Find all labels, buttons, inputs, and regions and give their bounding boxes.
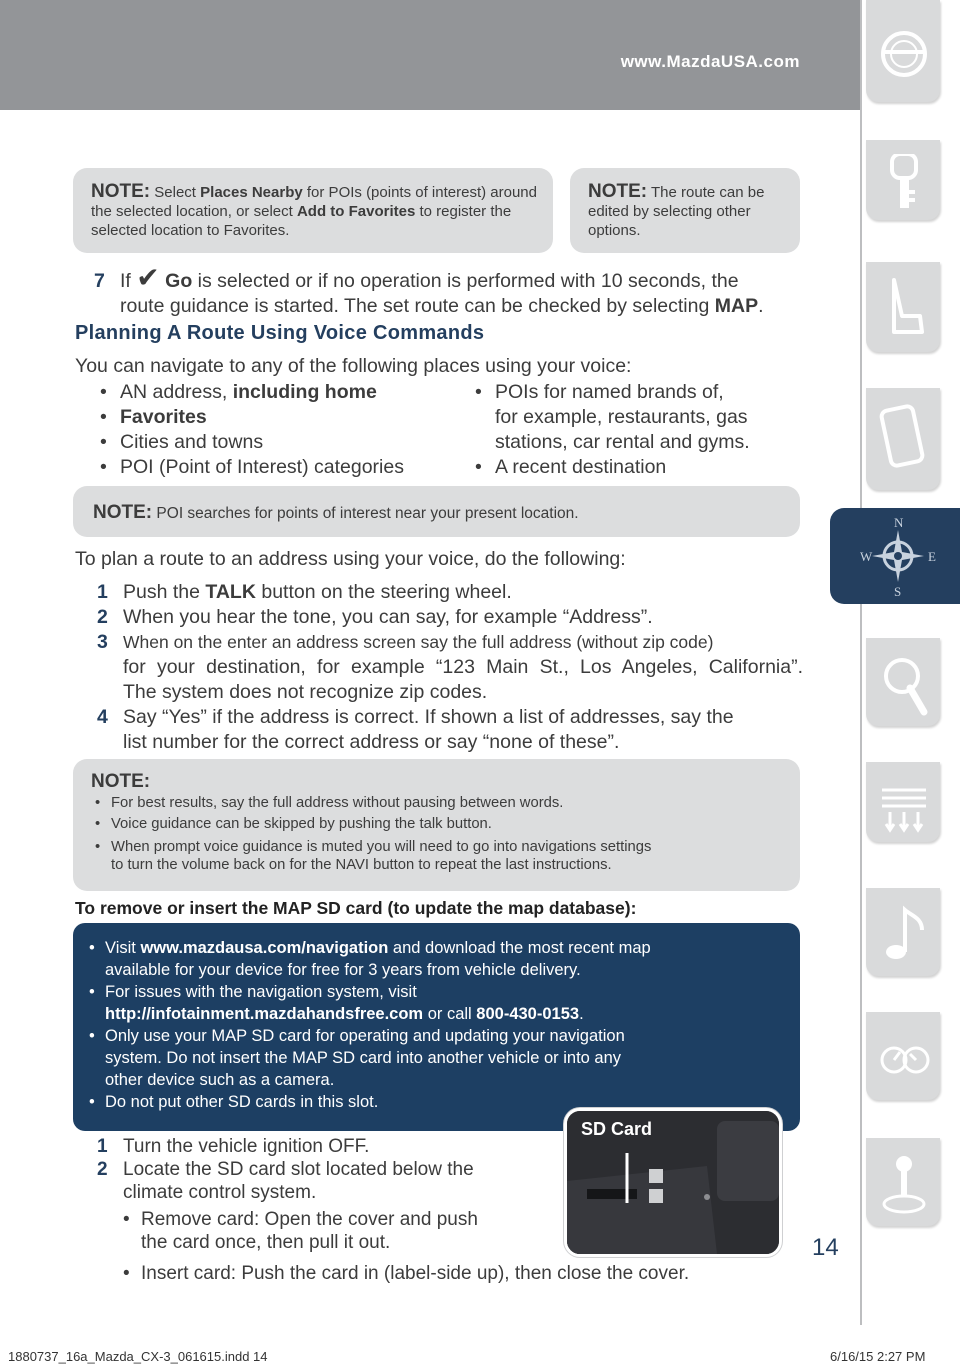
bullet: • bbox=[95, 816, 101, 832]
compass-s-label: S bbox=[894, 584, 902, 599]
info-text: or call bbox=[423, 1005, 477, 1023]
step-1 bbox=[97, 580, 807, 605]
period: . bbox=[758, 295, 764, 317]
note-poi-search bbox=[73, 486, 800, 537]
gauges-icon bbox=[878, 1026, 930, 1092]
list-item-text: AN address, bbox=[120, 381, 233, 403]
tab-gauges[interactable] bbox=[866, 1012, 940, 1100]
voice-steps-list bbox=[97, 580, 807, 755]
step-text: When you hear the tone, you can say, for example “Address”. bbox=[123, 606, 653, 628]
list-item bbox=[100, 405, 450, 430]
magnifier-icon bbox=[878, 652, 930, 718]
bullet: • bbox=[100, 456, 107, 478]
note-item-text: Voice guidance can be skipped by pushing the talk button. bbox=[111, 816, 492, 832]
list-item bbox=[475, 455, 805, 480]
step-text: Turn the vehicle ignition OFF. bbox=[123, 1136, 370, 1157]
step-1 bbox=[97, 1135, 557, 1158]
checkmark-icon: ✔ bbox=[136, 262, 160, 293]
step-2 bbox=[97, 605, 807, 630]
tab-magnifier[interactable] bbox=[866, 638, 940, 726]
print-footer-left: 1880737_16a_Mazda_CX-3_061615.indd 14 bbox=[8, 1349, 268, 1364]
voice-places-list-right bbox=[475, 380, 805, 480]
navigation-url-link[interactable]: www.mazdausa.com/navigation bbox=[140, 939, 389, 957]
sd-info-box bbox=[73, 923, 800, 1131]
sd-steps-list bbox=[97, 1135, 557, 1254]
note-text: for POIs (points of interest) around the selected location, or select bbox=[91, 184, 537, 220]
places-nearby-term: Places Nearby bbox=[200, 184, 303, 201]
note-text: POI searches for points of interest near your present location. bbox=[156, 505, 579, 522]
step-text: Push the bbox=[123, 581, 206, 603]
step-text: route guidance is started. The set route can be checked by selecting bbox=[120, 295, 715, 317]
info-text: Do not put other SD cards in this slot. bbox=[105, 1093, 379, 1111]
bullet: • bbox=[475, 381, 482, 403]
sd-card-label: SD Card bbox=[581, 1119, 653, 1139]
vertical-rule bbox=[860, 0, 862, 1325]
sub-item bbox=[97, 1208, 557, 1231]
note-text: to register the selected location to Favorites. bbox=[91, 203, 512, 239]
note-text: The route can be edited by selecting other options. bbox=[588, 184, 765, 239]
note-voice-tips bbox=[73, 759, 800, 891]
tab-steering-wheel[interactable] bbox=[866, 0, 940, 102]
sub-item-text: Insert card: Push the card in (label-side up), then close the cover. bbox=[141, 1263, 690, 1284]
step-text: climate control system. bbox=[123, 1182, 317, 1203]
step-text: Say “Yes” if the address is correct. If shown a list of addresses, say the bbox=[123, 706, 734, 728]
print-footer-right: 6/16/15 2:27 PM bbox=[830, 1349, 926, 1364]
compass-w-label: W bbox=[860, 549, 873, 564]
note-label: NOTE: bbox=[93, 502, 153, 523]
talk-term: TALK bbox=[205, 581, 256, 603]
period: . bbox=[579, 1005, 584, 1023]
note-item bbox=[95, 838, 785, 856]
bullet: • bbox=[123, 1263, 130, 1284]
step-text: If bbox=[120, 270, 137, 292]
info-text: Visit bbox=[105, 939, 141, 957]
bullet: • bbox=[100, 431, 107, 453]
step-4 bbox=[97, 705, 807, 730]
step-text: list number for the correct address or say “none of these”. bbox=[123, 731, 620, 753]
step-number: 2 bbox=[97, 1159, 108, 1180]
compass-navigation-icon bbox=[830, 508, 960, 604]
map-term: MAP bbox=[714, 295, 759, 317]
bullet: • bbox=[475, 456, 482, 478]
list-item bbox=[475, 380, 805, 405]
list-item bbox=[100, 380, 450, 405]
phone-number[interactable]: 800-430-0153 bbox=[476, 1005, 580, 1023]
step-number: 7 bbox=[94, 270, 105, 292]
step-number: 3 bbox=[97, 631, 108, 653]
info-text: Only use your MAP SD card for operating and updating your navigation bbox=[105, 1027, 625, 1045]
list-item-bold: including home bbox=[232, 381, 377, 403]
compass-n-label: N bbox=[894, 515, 904, 530]
bullet: • bbox=[89, 983, 95, 1001]
climate-icon bbox=[878, 776, 930, 842]
bullet: • bbox=[95, 795, 101, 811]
tab-phone[interactable] bbox=[866, 388, 940, 490]
sub-item-text: the card once, then pull it out. bbox=[141, 1232, 391, 1253]
bullet: • bbox=[89, 1093, 95, 1111]
list-item bbox=[100, 430, 450, 455]
info-text: other device such as a camera. bbox=[105, 1071, 335, 1089]
section-intro: You can navigate to any of the following places using your voice: bbox=[75, 355, 632, 377]
note-label: NOTE: bbox=[91, 181, 151, 202]
sd-card-photo bbox=[564, 1108, 782, 1257]
gear-shift-icon bbox=[878, 1152, 930, 1218]
bullet: • bbox=[89, 1027, 95, 1045]
add-to-favorites-term: Add to Favorites bbox=[296, 203, 416, 220]
music-note-icon bbox=[878, 902, 930, 968]
bullet: • bbox=[123, 1209, 130, 1230]
step-text: Locate the SD card slot located below the bbox=[123, 1159, 474, 1180]
step-7 bbox=[94, 262, 804, 319]
info-text: For issues with the navigation system, visit bbox=[105, 983, 417, 1001]
info-text: and download the most recent map bbox=[388, 939, 651, 957]
step-number: 1 bbox=[97, 1136, 108, 1157]
step-text: When on the enter an address screen say the full address (without zip code) bbox=[123, 632, 714, 652]
note-item-text: to turn the volume back on for the NAVI button to repeat the last instructions. bbox=[111, 857, 612, 873]
tab-gear-shift[interactable] bbox=[866, 1138, 940, 1226]
info-item bbox=[89, 1025, 789, 1047]
note-route-edit bbox=[570, 168, 800, 253]
tab-seat[interactable] bbox=[866, 262, 940, 352]
list-item-text: Cities and towns bbox=[120, 431, 264, 453]
compass-e-label: E bbox=[928, 549, 936, 564]
infotainment-url-link[interactable]: http://infotainment.mazdahandsfree.com bbox=[105, 1005, 424, 1023]
note-item-text: When prompt voice guidance is muted you will need to go into navigations settings bbox=[111, 839, 652, 855]
note-item-text: For best results, say the full address without pausing between words. bbox=[111, 795, 564, 811]
info-item bbox=[89, 937, 789, 959]
phone-icon bbox=[878, 402, 930, 468]
steering-wheel-icon bbox=[878, 14, 930, 80]
tab-climate[interactable] bbox=[866, 762, 940, 842]
note-text: Select bbox=[154, 184, 201, 201]
page-number: 14 bbox=[812, 1234, 839, 1261]
list-item-text: stations, car rental and gyms. bbox=[495, 431, 750, 453]
info-text: system. Do not insert the MAP SD card into another vehicle or into any bbox=[105, 1049, 622, 1067]
bullet: • bbox=[95, 839, 101, 855]
voice-places-list-left bbox=[100, 380, 450, 480]
list-item-text: A recent destination bbox=[495, 456, 667, 478]
step-3 bbox=[97, 630, 807, 655]
tab-navigation[interactable] bbox=[830, 508, 960, 604]
info-text: available for your device for free for 3 years from vehicle delivery. bbox=[105, 961, 581, 979]
note-item bbox=[95, 793, 785, 814]
step-number: 2 bbox=[97, 606, 108, 628]
step-2 bbox=[97, 1158, 557, 1181]
section-heading: Planning A Route Using Voice Commands bbox=[75, 322, 485, 344]
list-item-bold: Favorites bbox=[120, 406, 207, 428]
bullet: • bbox=[100, 406, 107, 428]
list-item-text: for example, restaurants, gas bbox=[495, 406, 748, 428]
note-label: NOTE: bbox=[588, 181, 648, 202]
bullet: • bbox=[100, 381, 107, 403]
note-places-nearby bbox=[73, 168, 553, 253]
list-item bbox=[100, 455, 450, 480]
sub-item bbox=[123, 1262, 689, 1285]
info-item bbox=[89, 981, 789, 1003]
sub-item-text: Remove card: Open the cover and push bbox=[141, 1209, 478, 1230]
note-label: NOTE: bbox=[91, 771, 151, 792]
seat-icon bbox=[878, 276, 930, 342]
go-term: Go bbox=[165, 270, 193, 292]
bullet: • bbox=[89, 939, 95, 957]
list-item-text: POIs for named brands of, bbox=[495, 381, 724, 403]
tab-key[interactable] bbox=[866, 140, 940, 220]
step-text: for your destination, for example “123 Main St., Los Angeles, California”. bbox=[123, 656, 803, 678]
key-icon bbox=[878, 154, 930, 220]
step-text: button on the steering wheel. bbox=[255, 581, 512, 603]
step-number: 4 bbox=[97, 706, 108, 728]
step-number: 1 bbox=[97, 581, 108, 603]
steps-intro: To plan a route to an address using your voice, do the following: bbox=[75, 548, 626, 570]
note-item bbox=[95, 814, 785, 835]
step-text: The system does not recognize zip codes. bbox=[123, 681, 488, 703]
website-url[interactable]: www.MazdaUSA.com bbox=[620, 52, 800, 71]
list-item-text: POI (Point of Interest) categories bbox=[120, 456, 404, 478]
sd-card-heading: To remove or insert the MAP SD card (to update the map database): bbox=[75, 898, 637, 918]
tab-music[interactable] bbox=[866, 888, 940, 976]
step-text: is selected or if no operation is performed with 10 seconds, the bbox=[192, 270, 739, 292]
